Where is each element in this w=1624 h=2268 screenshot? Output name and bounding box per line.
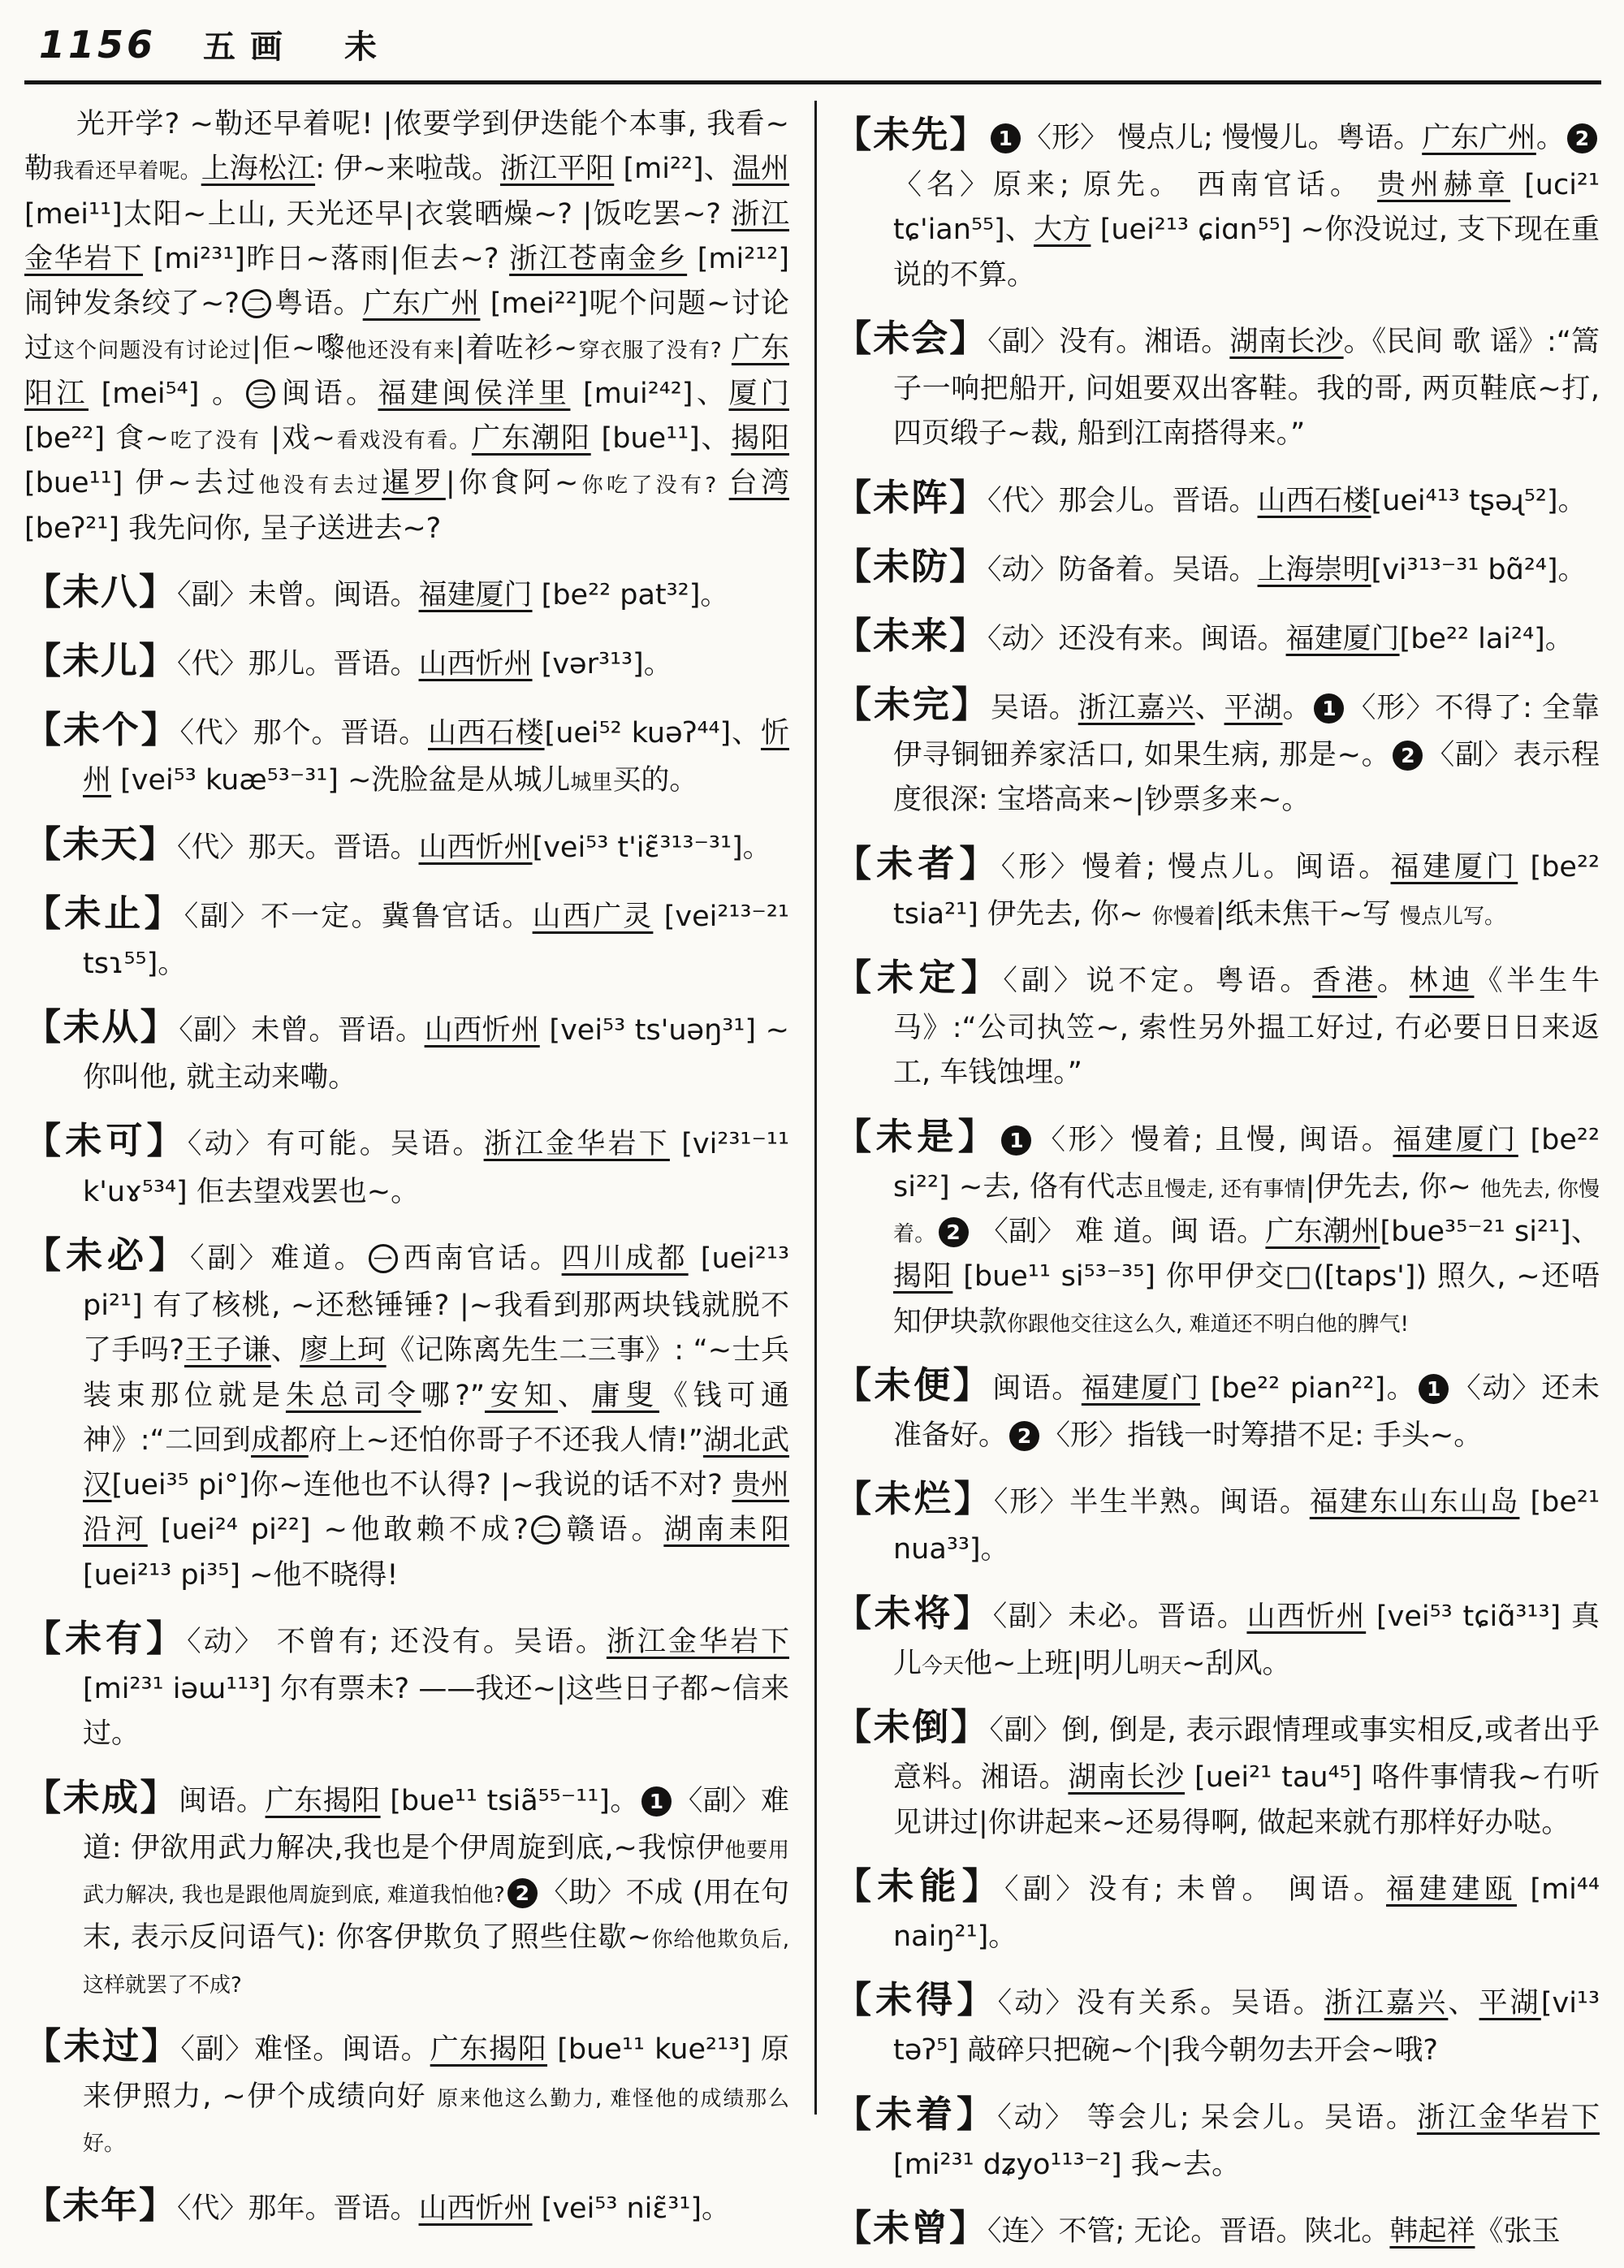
entry-body: 1 〈形〉慢着; 且慢, 闽语。福建厦门 [be²² si²²] ~去, 佫有代志且慢走, 还有事情|伊先去, 你~ 他先去, 你慢着。 2 〈副〉 难 道。闽 语。广东潮州[bue³⁵⁻²¹ si²¹]、揭阳 [bue¹¹ si⁵³⁻³⁵] 你甲伊交□([taps']) 照久, ~还唔知伊块款你跟他交往这么久, 难道还不明白他的脾气! (893, 1123, 1600, 1338)
proper-noun: 贵州赫章 (1377, 169, 1510, 202)
sense-number-filled: 2 (1009, 1421, 1039, 1451)
proper-noun: 福建厦门 (418, 578, 533, 611)
entry-headword: 【未阵】 (835, 475, 988, 519)
proper-noun: 浙江嘉兴 (1324, 1987, 1449, 2020)
entry-body: 〈副〉难道。 一 西南官话。四川成都 [uei²¹³ pi²¹] 有了核桃, ~还愁锤锤? |~我看到那两块钱就脱不了手吗?王子谦、廖上珂《记陈离先生二三事》: “~士兵装束那位就是朱总司令哪?”安知、庸叟《钱可通神》:“二回到成都府上~还怕你哥子不还我人情!”湖北武汉[uei³⁵ pi°]你~连他也不认得? |~我说的话不对? 贵州沿河 [uei²⁴ pi²²] ~他敢赖不成? 二 赣语。湖南耒阳 [uei²¹³ pi³⁵] ~他不晓得! (83, 1242, 789, 1592)
right-column (835, 106, 1600, 2268)
proper-noun: 湖北武汉 (83, 1423, 789, 1502)
proper-noun: 广东广州 (362, 287, 481, 321)
proper-noun: 湖南耒阳 (663, 1514, 789, 1547)
page-number: 1156 (39, 23, 157, 67)
proper-noun: 忻州 (83, 717, 789, 797)
gloss-small-text: 吃了没有 (169, 429, 261, 454)
entry-body: 〈动〉有可能。吴语。浙江金华岩下 [vi²³¹⁻¹¹ k'uɤ⁵³⁴] 佢去望戏罢也~。 (83, 1128, 789, 1208)
sense-number-filled: 2 (1567, 123, 1597, 153)
entry-headword: 【未便】 (835, 1363, 993, 1406)
sense-number-filled: 1 (991, 123, 1021, 153)
dictionary-entry (835, 1857, 1600, 1959)
dictionary-entry (835, 309, 1600, 457)
header-rule (24, 80, 1601, 84)
entry-headword: 【未者】 (835, 841, 1001, 885)
sense-number-filled: 1 (641, 1786, 672, 1817)
proper-noun: 广东揭阳 (265, 1784, 381, 1817)
proper-noun: 福建厦门 (1390, 850, 1518, 883)
gloss-small-text: 慢点儿写。 (1399, 904, 1505, 929)
entry-body: 闽语。广东揭阳 [bue¹¹ tsiã⁵⁵⁻¹¹]。 1 〈副〉难道: 伊欲用武力解决,我也是个伊周旋到底,~我惊伊他要用武力解决, 我也是跟他周旋到底, 难道我怕他? 2 〈助〉不成 (用在句末, 表示反问语气): 你客伊欺负了照些住歇~你给他欺负后, 这样就罢了不成? (83, 1784, 790, 1998)
entry-body: 〈副〉不一定。冀鲁官话。山西广灵 [vei²¹³⁻²¹ tsɿ⁵⁵]。 (83, 900, 789, 980)
entry-headword: 【未过】 (24, 2024, 181, 2067)
entry-body: 〈动〉防备着。吴语。上海崇明[vi³¹³⁻³¹ bɑ̃²⁴]。 (987, 553, 1587, 586)
column-divider (814, 101, 817, 2115)
dictionary-entry (835, 676, 1600, 823)
proper-noun: 广东广州 (1422, 122, 1536, 154)
proper-noun: 广东潮州 (1265, 1216, 1380, 1249)
proper-noun: 广东阳江 (24, 332, 789, 410)
entry-body: 〈代〉那年。晋语。山西忻州 [vei⁵³ niɛ̃³¹]。 (177, 2192, 731, 2225)
proper-noun: 福建厦门 (1285, 622, 1400, 655)
entry-body: 〈代〉那天。晋语。山西忻州[vei⁵³ t'iɛ̃³¹³⁻³¹]。 (177, 831, 771, 864)
gloss-small-text: 且慢走, 还有事情 (1143, 1177, 1306, 1202)
proper-noun: 上海崇明 (1257, 553, 1371, 586)
gloss-small-text: 今天 (922, 1653, 965, 1678)
entry-headword: 【未定】 (835, 956, 1004, 1000)
sense-number-filled: 2 (939, 1217, 969, 1247)
dictionary-entry (24, 998, 789, 1100)
proper-noun: 山西石楼 (1257, 484, 1371, 517)
entry-body: 〈副〉未曾。闽语。福建厦门 [be²² pat³²]。 (177, 578, 729, 611)
proper-noun: 浙江金华岩下 (1416, 2101, 1600, 2134)
entry-headword: 【未防】 (835, 544, 988, 588)
proper-noun: 浙江金华岩下 (24, 197, 789, 275)
dictionary-entry (835, 2199, 1600, 2257)
proper-noun: 福建厦门 (1081, 1372, 1201, 1405)
proper-noun: 大方 (1034, 214, 1091, 247)
gloss-small-text: 他还没有来 (345, 339, 456, 364)
dictionary-entry (24, 632, 789, 689)
dictionary-entry (24, 701, 789, 803)
sense-number-filled: 1 (1419, 1374, 1449, 1404)
proper-noun: 福建东山东山岛 (1309, 1486, 1520, 1519)
gloss-small-text: 我看还早着呢。 (53, 159, 201, 184)
sense-number-filled: 2 (1393, 741, 1423, 771)
sense-number-filled: 1 (1314, 693, 1344, 724)
entry-body: 1 〈形〉 慢点儿; 慢慢儿。粤语。广东广州。 2〈名〉原来; 原先。 西南官话。 贵州赫章 [uci²¹ tɕ'ian⁵⁵]、大方 [uei²¹³ ɕiɑn⁵⁵] ~你没说过, 支下现在重说的不算。 (893, 122, 1600, 292)
proper-noun: 浙江平阳 (499, 153, 615, 186)
entry-body: 〈副〉没有; 未曾。 闽语。福建建瓯 [mi⁴⁴ naiŋ²¹]。 (893, 1873, 1600, 1953)
dictionary-entry (835, 1971, 1600, 2073)
entry-headword: 【未完】 (835, 682, 991, 726)
proper-noun: 山西忻州 (418, 831, 533, 864)
proper-noun: 四川成都 (561, 1242, 689, 1275)
entry-body: 〈代〉那个。晋语。山西石楼[uei⁵² kuəʔ⁴⁴]、忻州 [vei⁵³ kuæ⁵³⁻³¹] ~洗脸盆是从城儿城里买的。 (83, 717, 789, 797)
dictionary-entry (24, 1769, 789, 2006)
dictionary-entry (24, 2176, 789, 2234)
proper-noun: 广东揭阳 (430, 2033, 548, 2066)
dictionary-entry (835, 2085, 1600, 2188)
sense-number-circled: 一 (369, 1244, 398, 1273)
proper-noun: 福建闽侯洋里 (378, 377, 571, 410)
dictionary-entry (835, 1356, 1600, 1458)
entry-headword: 【未个】 (24, 708, 180, 752)
entry-headword: 【未倒】 (835, 1705, 990, 1749)
proper-noun: 山西忻州 (1246, 1600, 1367, 1633)
proper-noun: 浙江苍南金乡 (509, 242, 688, 275)
entry-body: 〈副〉难怪。闽语。广东揭阳 [bue¹¹ kue²¹³] 原来伊照力, ~伊个成绩向好 原来他这么勤力, 难怪他的成绩那么好。 (83, 2033, 789, 2157)
proper-noun: 平湖 (1224, 691, 1283, 724)
entry-body: 〈形〉半生半熟。闽语。福建东山东山岛 [be²¹ nua³³]。 (893, 1486, 1600, 1566)
proper-noun: 湖南长沙 (1229, 325, 1344, 358)
entry-body: 〈代〉那儿。晋语。山西忻州 [vər³¹³]。 (177, 648, 672, 681)
entry-headword: 【未成】 (24, 1775, 179, 1819)
dictionary-entry (24, 815, 789, 873)
proper-noun: 山西忻州 (418, 2192, 533, 2225)
columns-wrap (24, 106, 1601, 2268)
proper-noun: 浙江金华岩下 (483, 1128, 670, 1161)
proper-noun: 成都 (251, 1423, 309, 1457)
entry-body: 〈动〉还没有来。闽语。福建厦门[be²² lai²⁴]。 (987, 622, 1574, 655)
entry-headword: 【未儿】 (24, 639, 178, 683)
proper-noun: 福建建瓯 (1386, 1873, 1518, 1906)
proper-noun: 浙江金华岩下 (606, 1625, 789, 1658)
dictionary-entry (24, 563, 789, 620)
dictionary-entry (835, 106, 1600, 298)
entry-headword: 【未天】 (24, 822, 178, 866)
proper-noun: 揭阳 (893, 1260, 953, 1294)
dictionary-entry (24, 1226, 789, 1598)
entry-headword: 【未曾】 (835, 2206, 988, 2250)
proper-noun: 庸叟 (591, 1379, 659, 1412)
dictionary-entry (24, 884, 789, 987)
entry-body: 〈副〉说不定。粤语。香港。林迪《半生牛马》:“公司执笠~, 索性另外揾工好过, 冇必要日日来返工, 车钱蚀埋。” (893, 965, 1600, 1090)
sense-number-filled: 1 (1001, 1125, 1031, 1156)
proper-noun: 廖上珂 (300, 1334, 387, 1367)
gloss-small-text: 明天 (1139, 1653, 1182, 1678)
gloss-small-text: 这个问题没有讨论过 (54, 339, 252, 364)
page-header (24, 15, 1601, 76)
entry-headword: 【未先】 (835, 113, 988, 156)
dictionary-entry (835, 1584, 1600, 1687)
entry-headword: 【未必】 (24, 1233, 191, 1277)
dictionary-entry (24, 1112, 789, 1214)
entry-body: 〈副〉倒, 倒是, 表示跟情理或事实相反,或者出乎意料。湘语。湖南长沙 [uei²¹ tau⁴⁵] 咯件事情我~冇听见讲过|你讲起来~还易得啊, 做起来就冇那样好办哒。 (893, 1714, 1600, 1839)
entry-body: 〈副〉没有。湘语。湖南长沙。《民间 歌 谣》:“篙子一响把船开, 问姐要双出客鞋。我的哥, 两页鞋底~打, 四页缎子~裁, 船到江南搭得来。” (893, 325, 1600, 451)
proper-noun: 平湖 (1479, 1987, 1541, 2020)
proper-noun: 山西忻州 (418, 648, 533, 681)
entry-headword: 【未止】 (24, 891, 184, 935)
proper-noun: 林迪 (1409, 965, 1475, 998)
proper-noun: 贵州沿河 (83, 1469, 789, 1547)
entry-body: 吴语。浙江嘉兴、平湖。 1 〈形〉不得了: 全靠伊寻铜钿养家活口, 如果生病, 那是~。 2 〈副〉表示程度很深: 宝塔高来~|钞票多来~。 (893, 691, 1600, 817)
proper-noun: 山西广灵 (532, 900, 654, 933)
entry-headword: 【未来】 (835, 613, 988, 657)
proper-noun: 福建厦门 (1393, 1123, 1518, 1156)
gloss-small-text: 你跟他交往这么久, 难道还不明白他的脾气! (1007, 1311, 1409, 1337)
entry-body: 〈形〉慢着; 慢点儿。闽语。福建厦门 [be²² tsia²¹] 伊先去, 你~ 你慢着|纸未焦干~写 慢点儿写。 (893, 850, 1600, 931)
entry-headword: 【未能】 (835, 1864, 1005, 1907)
proper-noun: 香港 (1312, 965, 1377, 998)
entry-body: 〈动〉 等会儿; 呆会儿。吴语。浙江金华岩下 [mi²³¹ dʑyo¹¹³⁻²] 我~去。 (893, 2101, 1600, 2181)
gloss-small-text: 他先去, 你慢着。 (893, 1177, 1600, 1247)
sense-number-filled: 2 (508, 1878, 538, 1908)
entry-headword: 【未是】 (835, 1114, 1000, 1158)
dictionary-entry (835, 1108, 1600, 1345)
entry-body: 〈副〉未必。晋语。山西忻州 [vei⁵³ tɕiɑ̃³¹³] 真儿今天他~上班|明儿明天~刮风。 (893, 1600, 1600, 1680)
sense-number-circled: 三 (246, 379, 275, 408)
proper-noun: 浙江嘉兴 (1078, 691, 1195, 724)
dictionary-entry (835, 607, 1600, 664)
dictionary-entry (835, 835, 1600, 937)
gloss-small-text: 原来他这么勤力, 难怪他的成绩那么好。 (83, 2087, 789, 2157)
continuation-paragraph (24, 102, 789, 551)
entry-body: 光开学? ~勒还早着呢! |侬要学到伊迭能个本事, 我看~勒我看还早着呢。上海松江: 伊~来啦哉。浙江平阳 [mi²²]、温州 [mei¹¹]太阳~上山, 天光还早|衣裳晒燥~? |饭吃罢~? 浙江金华岩下 [mi²³¹]昨日~落雨|佢去~? 浙江苍南金乡 [mi²¹²]闹钟发条绞了~? 二 粤语。广东广州 [mei²²]呢个问题~讨论过这个问题没有讨论过|佢~嚟他还没有来|着咗衫~穿衣服了没有? 广东阳江 [mei⁵⁴] 。 三 闽语。福建闽侯洋里 [mui²⁴²]、厦门 [be²²] 食~吃了没有 |戏~看戏没有看。广东潮阳 [bue¹¹]、揭阳 [bue¹¹] 伊~去过他没有去过暹罗|你食阿~你吃了没有? 台湾[beʔ²¹] 我先问你, 呈子送进去~? (24, 108, 789, 545)
gloss-small-text: 他没有去过 (258, 473, 382, 499)
proper-noun: 暹罗 (382, 467, 446, 500)
proper-noun: 台湾 (728, 467, 789, 500)
gloss-small-text: 城里 (570, 771, 613, 796)
left-column (24, 106, 789, 2268)
entry-headword: 【未有】 (24, 1616, 188, 1660)
entry-body: 〈代〉那会儿。晋语。山西石楼[uei⁴¹³ tʂəɻ⁵²]。 (987, 484, 1587, 517)
gloss-small-text: 他要用武力解决, 我也是跟他周旋到底, 难道我怕他? (83, 1838, 789, 1908)
dictionary-entry (835, 1470, 1600, 1572)
proper-noun: 韩起祥 (1389, 2215, 1475, 2249)
proper-noun: 安知 (484, 1379, 558, 1412)
proper-noun: 山西忻州 (424, 1014, 540, 1048)
entry-headword: 【未着】 (835, 2092, 998, 2136)
sense-number-circled: 二 (531, 1515, 560, 1544)
entry-headword: 【未会】 (835, 316, 988, 360)
entry-headword: 【未八】 (24, 569, 178, 613)
dictionary-entry (835, 948, 1600, 1096)
proper-noun: 温州 (732, 153, 789, 186)
entry-headword: 【未可】 (24, 1119, 188, 1163)
entry-headword: 【未得】 (835, 1978, 998, 2022)
proper-noun: 厦门 (728, 377, 789, 410)
gloss-small-text: 你给他欺负后, 这样就罢了不成? (83, 1928, 790, 1998)
proper-noun: 朱总司令 (285, 1379, 421, 1412)
entry-body: 闽语。福建厦门 [be²² pian²²]。 1 〈动〉还未准备好。 2 〈形〉指钱一时筹措不足: 手头~。 (893, 1372, 1600, 1453)
dictionary-entry (24, 1609, 789, 1757)
dictionary-entry (24, 2017, 789, 2165)
gloss-small-text: 你慢着 (1151, 904, 1216, 929)
entry-headword: 【未年】 (24, 2183, 178, 2227)
entry-body: 〈动〉没有关系。吴语。浙江嘉兴、平湖[vi¹³ təʔ⁵] 敲碎只把碗~个|我今朝勿去开会~哦? (893, 1987, 1600, 2067)
dictionary-entry (835, 538, 1600, 595)
entry-headword: 【未从】 (24, 1005, 179, 1049)
entry-body: 〈连〉不管; 无论。晋语。陕北。韩起祥《张玉 (987, 2215, 1561, 2249)
proper-noun: 王子谦 (184, 1334, 271, 1367)
gloss-small-text: 看戏没有看。 (335, 429, 472, 454)
proper-noun: 湖南长沙 (1068, 1761, 1186, 1795)
section-title: 五画 未 (203, 28, 392, 66)
proper-noun: 山西石楼 (428, 717, 545, 750)
dictionary-entry (835, 1698, 1600, 1846)
entry-headword: 【未烂】 (835, 1477, 994, 1521)
proper-noun: 上海松江 (201, 153, 316, 186)
proper-noun: 广东潮阳 (471, 422, 591, 456)
proper-noun: 揭阳 (731, 422, 789, 456)
dictionary-entry (835, 469, 1600, 526)
entry-body: 〈动〉 不曾有; 还没有。吴语。浙江金华岩下 [mi²³¹ iəɯ¹¹³] 尔有票未? ——我还~|这些日子都~信来过。 (83, 1625, 789, 1751)
gloss-small-text: 穿衣服了没有? (577, 339, 722, 364)
gloss-small-text: 你吃了没有? (578, 473, 717, 499)
sense-number-circled: 二 (242, 289, 271, 318)
entry-headword: 【未将】 (835, 1591, 993, 1635)
entry-body: 〈副〉未曾。晋语。山西忻州 [vei⁵³ ts'uəŋ³¹] ~你叫他, 就主动来嘞。 (83, 1014, 789, 1095)
